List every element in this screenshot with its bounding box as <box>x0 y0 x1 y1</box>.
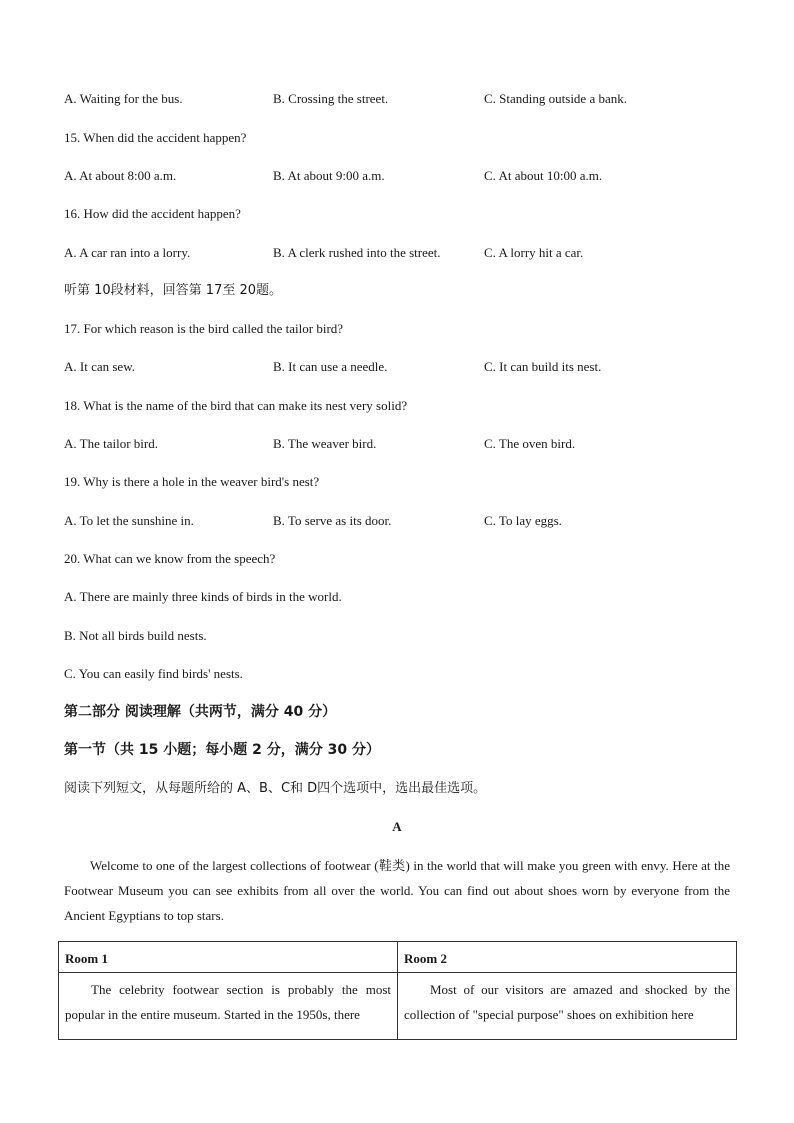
rooms-body-row <box>59 973 737 1040</box>
q17-question: 17. For which reason is the bird called the tailor bird? <box>64 321 344 336</box>
q19-question: 19. Why is there a hole in the weaver bird's nest? <box>64 474 320 489</box>
room1-cell <box>59 973 398 1040</box>
rooms-header-row <box>59 942 737 973</box>
q19-option-b: B. To serve as its door. <box>273 513 392 528</box>
q19-option-c: C. To lay eggs. <box>484 513 562 528</box>
q18-option-b: B. The weaver bird. <box>273 436 377 451</box>
room2-title: Room 2 <box>398 942 737 973</box>
q16-option-b: B. A clerk rushed into the street. <box>273 245 441 260</box>
q14-option-c: C. Standing outside a bank. <box>484 91 627 106</box>
q16-option-c: C. A lorry hit a car. <box>484 245 584 260</box>
section1-title: 第一节（共 15 小题；每小题 2 分，满分 30 分） <box>64 742 380 758</box>
rooms-table <box>58 941 737 1040</box>
q20-option-c: C. You can easily find birds' nests. <box>64 666 243 681</box>
q15-question: 15. When did the accident happen? <box>64 130 247 145</box>
q15-option-b: B. At about 9:00 a.m. <box>273 168 385 183</box>
q18-option-c: C. The oven bird. <box>484 436 576 451</box>
q15-option-c: C. At about 10:00 a.m. <box>484 168 603 183</box>
q17-option-a: A. It can sew. <box>64 359 135 374</box>
reading-instructions: 阅读下列短文，从每题所给的 A、B、C和 D四个选项中，选出最佳选项。 <box>64 781 487 796</box>
room1-text: The celebrity footwear section is probably the most popular in the entire museum. Started in the 1950s, there <box>65 982 391 1022</box>
part2-title: 第二部分 阅读理解（共两节，满分 40 分） <box>64 704 337 720</box>
room2-cell <box>398 973 737 1040</box>
q14-option-b: B. Crossing the street. <box>273 91 389 106</box>
q16-question: 16. How did the accident happen? <box>64 206 241 221</box>
q14-option-a: A. Waiting for the bus. <box>64 91 183 106</box>
q18-question: 18. What is the name of the bird that can make its nest very solid? <box>64 398 408 413</box>
q18-option-a: A. The tailor bird. <box>64 436 158 451</box>
passage-intro: Welcome to one of the largest collections of footwear (鞋类) in the world that will make you green with envy. Here at the Footwear Museum you can see exhibits from all over the world. You can find out about shoes worn by everyone from the Ancient Egyptians to top stars. <box>64 858 730 923</box>
q19-option-a: A. To let the sunshine in. <box>64 513 194 528</box>
q15-option-a: A. At about 8:00 a.m. <box>64 168 177 183</box>
q20-option-b: B. Not all birds build nests. <box>64 628 207 643</box>
q17-option-b: B. It can use a needle. <box>273 359 388 374</box>
q20-option-a: A. There are mainly three kinds of birds in the world. <box>64 589 342 604</box>
room1-title: Room 1 <box>59 942 398 973</box>
q20-question: 20. What can we know from the speech? <box>64 551 276 566</box>
section10-intro: 听第 10段材料，回答第 17至 20题。 <box>64 283 283 298</box>
passage-label: A <box>392 819 402 834</box>
q16-option-a: A. A car ran into a lorry. <box>64 245 191 260</box>
room2-text: Most of our visitors are amazed and shocked by the collection of "special purpose" shoes on exhibition here <box>404 982 730 1022</box>
q17-option-c: C. It can build its nest. <box>484 359 602 374</box>
